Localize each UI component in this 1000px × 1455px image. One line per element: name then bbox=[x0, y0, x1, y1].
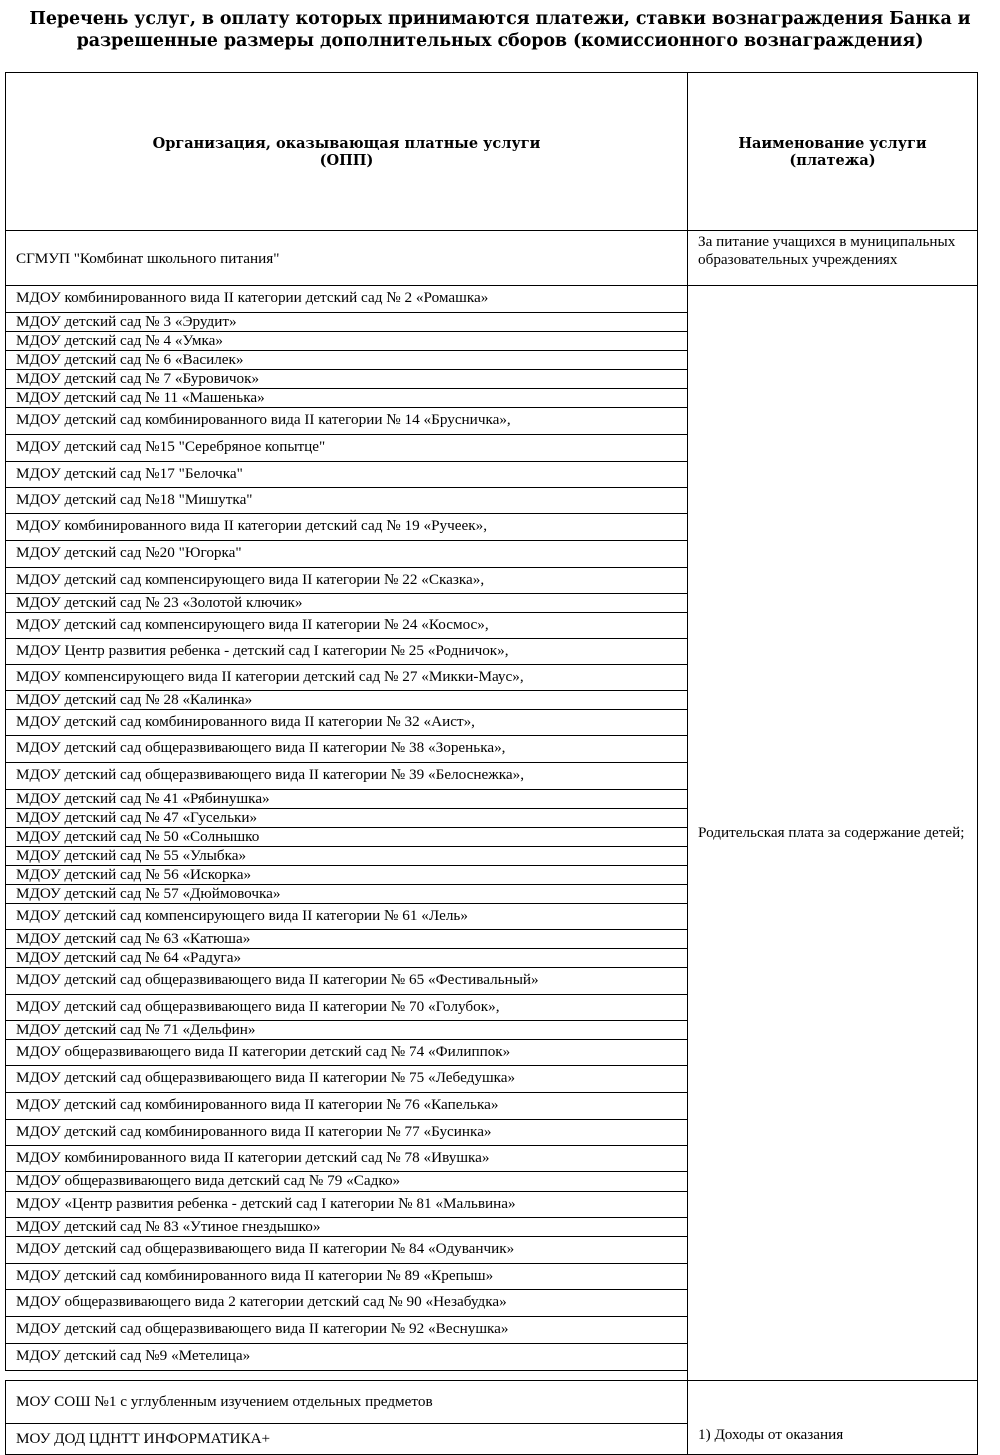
kindergarten-row bbox=[5, 1119, 688, 1146]
kindergarten-name: МДОУ комбинированного вида II категории детский сад № 2 «Ромашка» bbox=[16, 289, 489, 306]
kindergarten-name: МДОУ детский сад № 50 «Солнышко bbox=[16, 828, 260, 845]
kindergarten-row bbox=[5, 967, 688, 995]
kindergarten-name: МДОУ общеразвивающего вида II категории детский сад № 74 «Филиппок» bbox=[16, 1043, 511, 1060]
kindergarten-row bbox=[5, 884, 688, 904]
kindergarten-name: МДОУ Центр развития ребенка - детский сад I категории № 25 «Родничок», bbox=[16, 642, 509, 659]
kindergarten-name: МДОУ детский сад № 64 «Радуга» bbox=[16, 949, 242, 966]
kindergarten-row bbox=[5, 1343, 688, 1371]
kindergarten-name: МДОУ детский сад компенсирующего вида II категории № 22 «Сказка», bbox=[16, 571, 485, 588]
kindergarten-row bbox=[5, 513, 688, 541]
kindergarten-row bbox=[5, 1236, 688, 1264]
kindergarten-name: МДОУ детский сад №9 «Метелица» bbox=[16, 1347, 251, 1364]
row-org-school-2 bbox=[5, 1423, 688, 1455]
kindergarten-row bbox=[5, 709, 688, 736]
kindergarten-name: МДОУ детский сад общеразвивающего вида II категории № 84 «Одуванчик» bbox=[16, 1240, 515, 1257]
school-service-cell bbox=[687, 1380, 978, 1455]
kindergarten-name: МДОУ детский сад № 55 «Улыбка» bbox=[16, 847, 247, 864]
kindergarten-row bbox=[5, 1092, 688, 1120]
kindergarten-name: МДОУ детский сад №20 "Югорка" bbox=[16, 544, 242, 561]
kindergarten-row bbox=[5, 1316, 688, 1344]
services-table bbox=[5, 72, 978, 1452]
kindergarten-row bbox=[5, 1217, 688, 1237]
kindergarten-row bbox=[5, 567, 688, 594]
school-name: МОУ ДОД ЦДНТТ ИНФОРМАТИКА+ bbox=[16, 1430, 271, 1447]
kindergarten-row bbox=[5, 1191, 688, 1218]
kindergarten-row bbox=[5, 1263, 688, 1290]
kindergarten-name: МДОУ детский сад общеразвивающего вида II категории № 70 «Голубок», bbox=[16, 998, 500, 1015]
kindergarten-name: МДОУ детский сад общеразвивающего вида II категории № 65 «Фестивальный» bbox=[16, 971, 539, 988]
kindergarten-row bbox=[5, 948, 688, 968]
kindergarten-row bbox=[5, 593, 688, 613]
kindergarten-name: МДОУ детский сад общеразвивающего вида II категории № 75 «Лебедушка» bbox=[16, 1069, 516, 1086]
kindergarten-name: МДОУ комбинированного вида II категории детский сад № 78 «Ивушка» bbox=[16, 1149, 490, 1166]
kindergarten-row bbox=[5, 994, 688, 1021]
kindergarten-name: МДОУ компенсирующего вида II категории детский сад № 27 «Микки-Маус», bbox=[16, 668, 524, 685]
kindergarten-row bbox=[5, 540, 688, 568]
org-name: СГМУП "Комбинат школьного питания" bbox=[16, 250, 280, 267]
kindergarten-row bbox=[5, 638, 688, 665]
kindergarten-row bbox=[5, 735, 688, 763]
kindergarten-name: МДОУ детский сад № 41 «Рябинушка» bbox=[16, 790, 270, 807]
kindergarten-name: МДОУ детский сад № 7 «Буровичок» bbox=[16, 370, 260, 387]
kindergarten-row bbox=[5, 865, 688, 885]
kindergarten-name: МДОУ детский сад комбинированного вида II категории № 77 «Бусинка» bbox=[16, 1123, 492, 1140]
kindergarten-name: МДОУ «Центр развития ребенка - детский сад I категории № 81 «Мальвина» bbox=[16, 1195, 516, 1212]
kindergarten-name: МДОУ детский сад № 6 «Василек» bbox=[16, 351, 244, 368]
kindergarten-row bbox=[5, 690, 688, 710]
kindergarten-name: МДОУ детский сад № 11 «Машенька» bbox=[16, 389, 265, 406]
kindergarten-row bbox=[5, 1020, 688, 1040]
kindergarten-row bbox=[5, 827, 688, 847]
header-service-sub: (платежа) bbox=[789, 151, 876, 169]
kindergarten-row bbox=[5, 903, 688, 930]
kindergarten-row bbox=[5, 285, 688, 313]
kindergarten-row bbox=[5, 1145, 688, 1172]
kindergarten-row bbox=[5, 664, 688, 691]
kindergarten-row bbox=[5, 846, 688, 866]
kindergarten-row bbox=[5, 929, 688, 949]
kindergarten-row bbox=[5, 434, 688, 462]
kindergarten-name: МДОУ детский сад общеразвивающего вида II категории № 38 «Зоренька», bbox=[16, 739, 506, 756]
kindergarten-name: МДОУ детский сад № 28 «Калинка» bbox=[16, 691, 253, 708]
row-service-school-catering bbox=[687, 230, 978, 286]
kindergarten-row bbox=[5, 369, 688, 389]
kindergarten-name: МДОУ детский сад компенсирующего вида II категории № 24 «Космос», bbox=[16, 616, 489, 633]
title-line-2: разрешенные размеры дополнительных сборов (комиссионного вознаграждения) bbox=[76, 31, 924, 51]
kindergarten-row bbox=[5, 487, 688, 514]
service-name: За питание учащихся в муниципальных образовательных учреждениях bbox=[698, 233, 956, 268]
kindergarten-service-cell bbox=[687, 285, 978, 1381]
school-name: МОУ СОШ №1 с углубленным изучением отдельных предметов bbox=[16, 1393, 433, 1410]
kindergarten-name: МДОУ детский сад № 3 «Эрудит» bbox=[16, 313, 237, 330]
kindergarten-name: МДОУ детский сад № 56 «Искорка» bbox=[16, 866, 252, 883]
kindergarten-row bbox=[5, 612, 688, 639]
kindergarten-name: МДОУ детский сад общеразвивающего вида II категории № 92 «Веснушка» bbox=[16, 1320, 509, 1337]
kindergarten-row bbox=[5, 350, 688, 370]
kindergarten-row bbox=[5, 1065, 688, 1093]
kindergarten-name: МДОУ детский сад № 71 «Дельфин» bbox=[16, 1021, 256, 1038]
kindergarten-name: МДОУ детский сад №15 "Серебряное копытце" bbox=[16, 438, 326, 455]
kindergarten-row bbox=[5, 461, 688, 488]
header-organization-label: Организация, оказывающая платные услуги bbox=[152, 134, 541, 152]
row-org-school-1 bbox=[5, 1380, 688, 1424]
kindergarten-name: МДОУ детский сад № 57 «Дюймовочка» bbox=[16, 885, 281, 902]
kindergarten-name: МДОУ общеразвивающего вида 2 категории детский сад № 90 «Незабудка» bbox=[16, 1293, 507, 1310]
kindergarten-row bbox=[5, 331, 688, 351]
school-service: 1) Доходы от оказания bbox=[698, 1426, 844, 1443]
header-service-label: Наименование услуги bbox=[738, 134, 927, 152]
kindergarten-service: Родительская плата за содержание детей; bbox=[698, 824, 965, 841]
kindergarten-name: МДОУ детский сад общеразвивающего вида II категории № 39 «Белоснежка», bbox=[16, 766, 525, 783]
kindergarten-row bbox=[5, 1039, 688, 1066]
header-organization bbox=[5, 72, 688, 231]
kindergarten-name: МДОУ детский сад комбинированного вида II категории № 14 «Брусничка», bbox=[16, 411, 511, 428]
title-line-1: Перечень услуг, в оплату которых принимаются платежи, ставки вознаграждения Банка и bbox=[29, 9, 971, 29]
kindergarten-name: МДОУ детский сад комбинированного вида II категории № 76 «Капелька» bbox=[16, 1096, 499, 1113]
kindergarten-name: МДОУ детский сад №17 "Белочка" bbox=[16, 465, 243, 482]
kindergarten-name: МДОУ детский сад № 83 «Утиное гнездышко» bbox=[16, 1218, 321, 1235]
kindergarten-name: МДОУ детский сад компенсирующего вида II категории № 61 «Лель» bbox=[16, 907, 468, 924]
kindergarten-name: МДОУ комбинированного вида II категории детский сад № 19 «Ручеек», bbox=[16, 517, 488, 534]
kindergarten-name: МДОУ общеразвивающего вида детский сад № 79 «Садко» bbox=[16, 1172, 401, 1189]
kindergarten-row bbox=[5, 762, 688, 790]
kindergarten-row bbox=[5, 789, 688, 809]
kindergarten-row bbox=[5, 312, 688, 332]
kindergarten-name: МДОУ детский сад комбинированного вида II категории № 89 «Крепыш» bbox=[16, 1267, 494, 1284]
kindergarten-name: МДОУ детский сад комбинированного вида II категории № 32 «Аист», bbox=[16, 713, 475, 730]
kindergarten-row bbox=[5, 808, 688, 828]
row-org-school-catering bbox=[5, 230, 688, 286]
kindergarten-name: МДОУ детский сад № 63 «Катюша» bbox=[16, 930, 251, 947]
kindergarten-row bbox=[5, 407, 688, 435]
kindergarten-row bbox=[5, 388, 688, 408]
kindergarten-name: МДОУ детский сад №18 "Мишутка" bbox=[16, 491, 253, 508]
header-service bbox=[687, 72, 978, 231]
document-title bbox=[0, 8, 1000, 52]
kindergarten-name: МДОУ детский сад № 47 «Гусельки» bbox=[16, 809, 258, 826]
kindergarten-row bbox=[5, 1289, 688, 1317]
header-organization-abbr: (ОПП) bbox=[319, 151, 374, 169]
kindergarten-name: МДОУ детский сад № 4 «Умка» bbox=[16, 332, 223, 349]
kindergarten-name: МДОУ детский сад № 23 «Золотой ключик» bbox=[16, 594, 303, 611]
kindergarten-row bbox=[5, 1171, 688, 1192]
